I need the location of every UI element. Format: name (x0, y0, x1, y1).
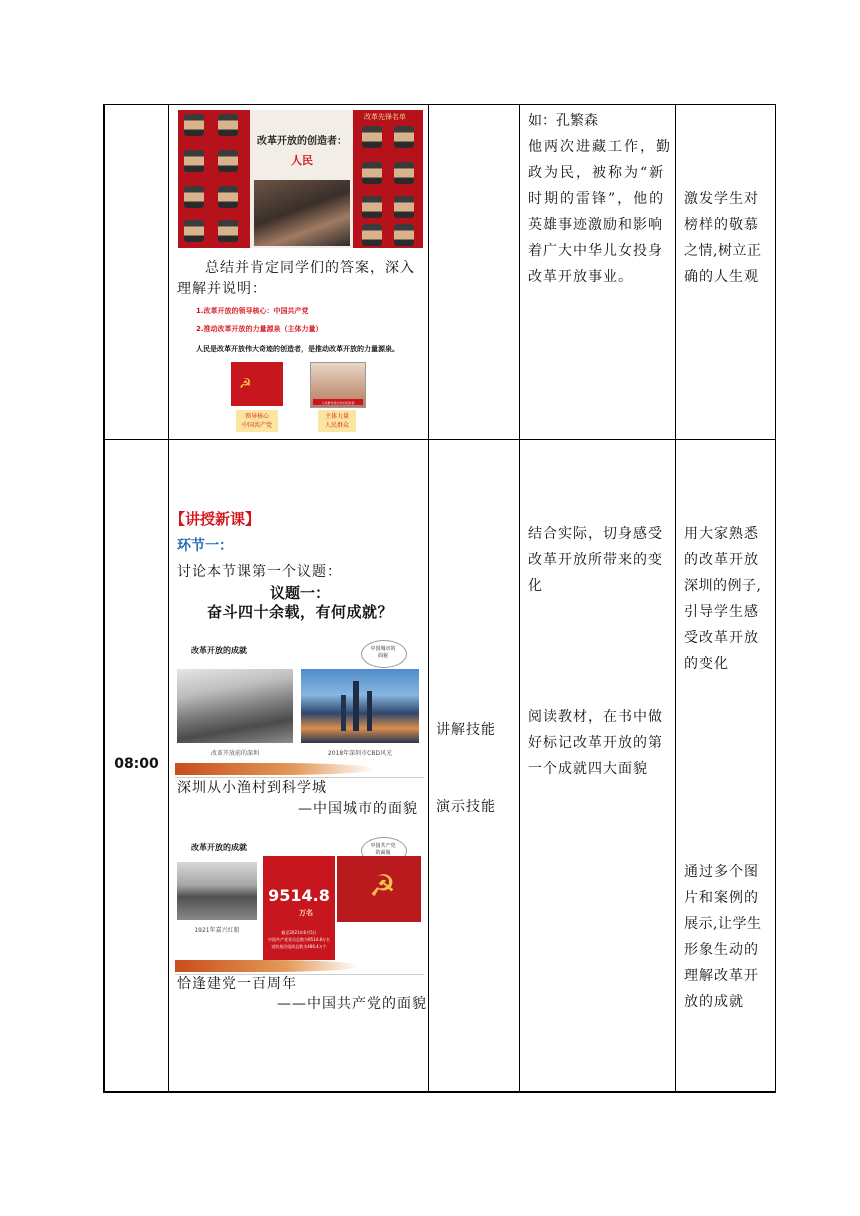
member-detail: 党的基层组织总数为486.4万个 (271, 944, 327, 949)
portrait (184, 150, 204, 172)
photo-caption: 改革开放前的深圳 (210, 750, 259, 757)
intro-text: 讨论本节课第一个议题： (177, 564, 342, 580)
portrait (218, 150, 238, 172)
text-line: 之情,树立正 (684, 243, 762, 259)
portrait (184, 114, 204, 136)
portrait (394, 126, 414, 148)
member-detail: 截至2021年6月5日 (281, 930, 317, 935)
skill-explain: 讲解技能 (436, 722, 496, 738)
step-label: 环节一： (177, 538, 233, 554)
text-line: 放的成就 (684, 994, 744, 1010)
portrait (362, 126, 382, 148)
portrait (362, 162, 382, 184)
text-line: 阅读教材，在书中做 (528, 709, 663, 725)
text-line: 形象生动的 (684, 942, 759, 958)
people-banner: 人民群众是历史的创造者 (321, 401, 355, 405)
red-boat-photo (177, 862, 257, 920)
text-line: 确的人生观 (684, 269, 759, 285)
portrait (218, 114, 238, 136)
caption-2-line-1: 恰逢建党一百周年 (177, 976, 297, 992)
summary-slide (196, 304, 406, 434)
col-divider-1 (168, 104, 169, 1092)
text-line: 英雄事迹激励和影响 (528, 217, 663, 233)
party-emblem-icon: ☭ (369, 869, 396, 904)
creators-slide (178, 110, 423, 248)
text-line: 着广大中华儿女投身 (528, 243, 663, 259)
text-line: 化 (528, 578, 542, 594)
text-line: 时期的雷锋”，他的 (528, 191, 666, 207)
text-line: 他两次进藏工作，勤 (528, 139, 672, 155)
text-line: 激发学生对 (684, 191, 759, 207)
creators-subtitle: 人民 (291, 154, 313, 167)
text-line: 结合实际，切身感受 (528, 526, 663, 542)
text-line: 通过多个图 (684, 864, 759, 880)
col-divider-2 (428, 104, 429, 1092)
right-label: 主体力量 (324, 413, 349, 420)
member-count: 9514.8 (268, 886, 330, 905)
portrait (218, 220, 238, 242)
time-cell: 08:00 (114, 756, 159, 772)
table-left-border (103, 104, 105, 1093)
col-divider-3 (519, 104, 520, 1092)
text-line: 理解改革开 (684, 968, 759, 984)
text-line: 引导学生感 (684, 604, 759, 620)
topic-line-2: 奋斗四十余载，有何成就？ (207, 603, 394, 621)
text-line: 受改革开放 (684, 630, 759, 646)
bubble-text: 中国共产党 (370, 843, 396, 849)
brush-stroke (175, 763, 375, 775)
people-image (310, 362, 366, 408)
text-line: 如：孔繁森 (528, 113, 598, 129)
portrait (362, 224, 382, 246)
portrait (394, 224, 414, 246)
caption-1-line-1: 深圳从小渔村到科学城 (177, 780, 327, 796)
text-line: 政为民，被称为“新 (528, 165, 666, 181)
creators-top-caption: 改革先锋名单 (364, 113, 406, 121)
party-slide (175, 834, 424, 976)
portrait (184, 186, 204, 208)
text-line: 改革开放所带来的变 (528, 552, 663, 568)
text-line: 用大家熟悉 (684, 526, 759, 542)
text-line: 一个成就四大面貌 (528, 761, 648, 777)
table-right-border (775, 104, 776, 1092)
party-flag-image: ☭ (231, 362, 283, 406)
col-divider-4 (675, 104, 676, 1092)
point-2: 2.推动改革开放的力量源泉（主体力量） (196, 325, 323, 333)
text-line: 好标记改革开放的第 (528, 735, 663, 751)
skill-demo: 演示技能 (436, 799, 496, 815)
cbd-shenzhen-photo (301, 669, 419, 743)
slide-title: 改革开放的成就 (191, 843, 247, 852)
summary-line: 理解并说明： (177, 281, 267, 297)
photo-caption: 2018年深圳市CBD风光 (327, 750, 393, 757)
text-line: 展示,让学生 (684, 916, 762, 932)
member-unit: 万名 (299, 909, 313, 917)
portrait (218, 186, 238, 208)
text-line: 改革开放事业。 (528, 269, 633, 285)
city-slide (175, 637, 424, 779)
photo-caption: 1921年嘉兴红船 (194, 927, 240, 934)
member-detail: 中国共产党党员总数为9514.8万名 (268, 937, 330, 942)
point-3: 人民是改革开放伟大奇迹的创造者，是推动改革开放的力量源泉。 (196, 345, 399, 353)
text-line: 的改革开放 (684, 552, 759, 568)
point-1: 1.改革开放的领导核心：中国共产党 (196, 307, 309, 315)
text-line: 片和案例的 (684, 890, 759, 906)
summary-line: 总结并肯定同学们的答案，深入 (205, 260, 415, 276)
bubble-text: 中国城市的 (370, 646, 396, 652)
creators-title: 改革开放的创造者： (257, 136, 347, 147)
caption-1-line-2: —中国城市的面貌 (298, 801, 418, 817)
old-shenzhen-photo (177, 669, 293, 743)
party-emblem-image (337, 856, 421, 922)
bubble-text: 面貌 (377, 653, 388, 659)
portrait (362, 196, 382, 218)
crowd-photo (254, 180, 350, 246)
caption-2-line-2: ——中国共产党的面貌 (277, 996, 427, 1012)
portrait (394, 196, 414, 218)
portrait (184, 220, 204, 242)
portrait (394, 162, 414, 184)
section-title: 【讲授新课】 (170, 510, 261, 528)
topic-line-1: 议题一： (270, 584, 331, 602)
slide-title: 改革开放的成就 (191, 646, 247, 655)
left-label: 中国共产党 (241, 422, 272, 429)
right-label: 人民群众 (324, 422, 349, 429)
text-line: 的变化 (684, 656, 729, 672)
text-line: 榜样的敬慕 (684, 217, 759, 233)
text-line: 深圳的例子, (684, 578, 762, 594)
left-label: 领导核心 (244, 413, 269, 420)
bubble-text: 的面貌 (375, 850, 391, 856)
